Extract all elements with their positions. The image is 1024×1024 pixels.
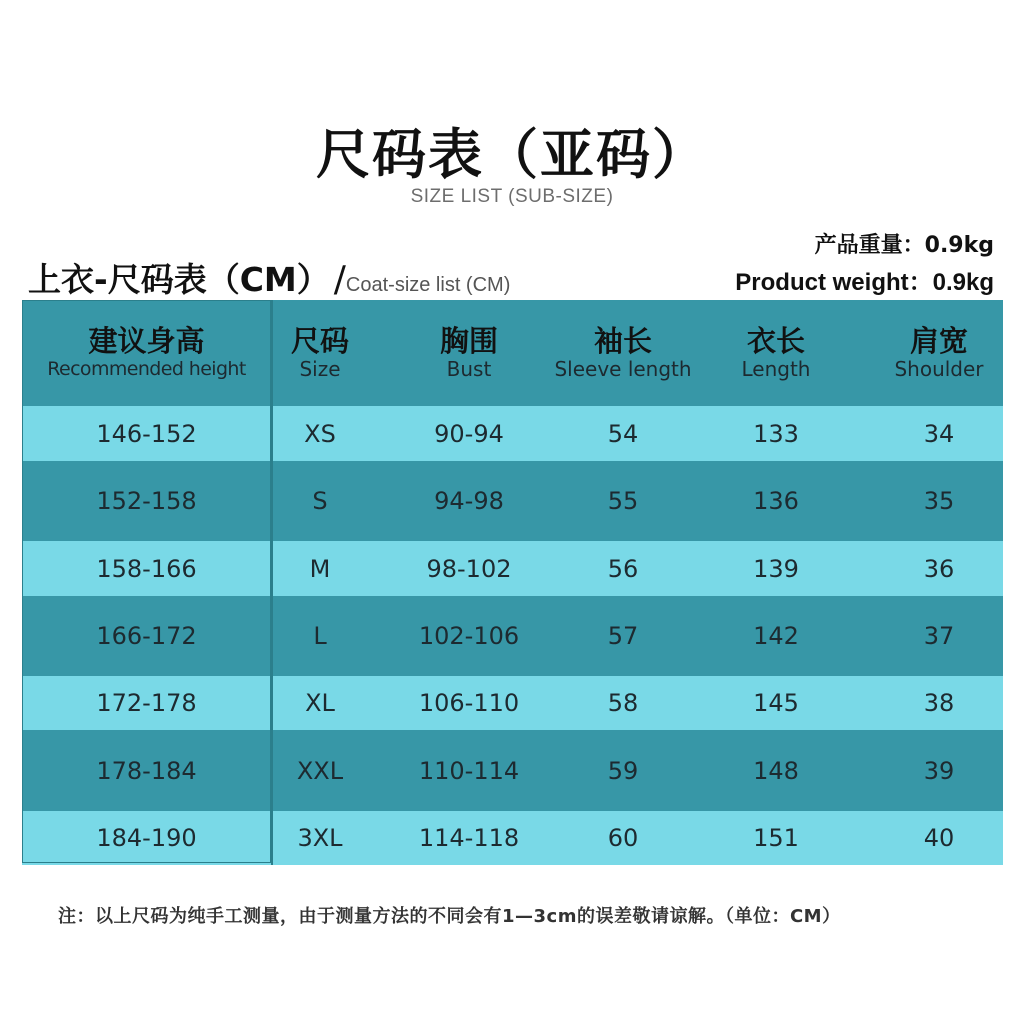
table-title-en: Coat-size list (CM) (345, 274, 511, 296)
table-title (28, 254, 510, 301)
header-height-cn: 建议身高 (88, 324, 205, 358)
cell-bust: 90-94 (434, 419, 504, 448)
cell-sleeve: 60 (607, 824, 639, 852)
cell-height: 152-158 (96, 487, 197, 515)
cell-sleeve: 54 (607, 419, 639, 448)
header-sleeve-en: Sleeve length (554, 357, 692, 381)
cell-length: 133 (753, 419, 799, 448)
header-sleeve (554, 300, 692, 406)
cell-size: L (313, 622, 327, 650)
table-title-cn: 上衣-尺码表（CM） (28, 260, 330, 299)
header-length-en: Length (741, 357, 811, 381)
cell-sleeve: 59 (607, 756, 639, 785)
cell-height: 158-166 (96, 554, 197, 583)
cell-length: 151 (753, 824, 799, 852)
cell-bust: 114-118 (418, 824, 520, 852)
header-size-cn: 尺码 (290, 324, 349, 358)
cell-length: 139 (753, 554, 799, 583)
cell-sleeve: 56 (607, 554, 639, 583)
cell-shoulder: 38 (923, 689, 955, 717)
header-shoulder (875, 300, 1003, 406)
header-sleeve-cn: 袖长 (593, 324, 652, 358)
size-table (22, 300, 1003, 865)
cell-length: 148 (753, 756, 799, 785)
product-weight-en: Product weight：0.9kg (735, 269, 994, 296)
cell-size: S (312, 487, 328, 515)
header-bust (369, 300, 569, 406)
header-length-cn: 衣长 (746, 324, 805, 358)
cell-shoulder: 39 (923, 756, 955, 785)
cell-bust: 98-102 (426, 554, 512, 583)
cell-size: M (309, 554, 331, 583)
cell-height: 146-152 (96, 419, 197, 448)
cell-sleeve: 58 (607, 689, 639, 717)
cell-length: 136 (753, 487, 799, 515)
header-bust-cn: 胸围 (439, 324, 498, 358)
cell-shoulder: 36 (923, 554, 955, 583)
cell-bust: 106-110 (418, 689, 520, 717)
cell-sleeve: 55 (607, 487, 639, 515)
page-subtitle: SIZE LIST (SUB-SIZE) (410, 186, 614, 207)
cell-height: 166-172 (96, 622, 197, 650)
header-length (677, 300, 875, 406)
cell-bust: 94-98 (434, 487, 504, 515)
cell-bust: 110-114 (418, 756, 520, 785)
header-height-en: Recommended height (47, 358, 246, 380)
cell-size: XXL (296, 756, 344, 785)
product-weight-cn: 产品重量：0.9kg (814, 233, 994, 258)
header-size (271, 300, 369, 406)
cell-height: 178-184 (96, 756, 197, 785)
page-title: 尺码表（亚码） (316, 122, 708, 186)
cell-shoulder: 40 (923, 824, 955, 852)
header-shoulder-en: Shoulder (894, 357, 984, 381)
height-column-frame (22, 300, 271, 863)
cell-length: 145 (753, 689, 799, 717)
cell-size: 3XL (297, 824, 343, 852)
header-bust-en: Bust (446, 357, 492, 381)
cell-shoulder: 35 (923, 487, 955, 515)
cell-height: 184-190 (96, 824, 197, 852)
cell-bust: 102-106 (418, 622, 520, 650)
header-size-en: Size (299, 357, 341, 381)
cell-size: XS (304, 419, 336, 448)
cell-size: XL (305, 689, 335, 717)
table-title-slash: / (333, 259, 346, 300)
cell-length: 142 (753, 622, 799, 650)
footnote: 注：以上尺码为纯手工测量，由于测量方法的不同会有1—3cm的误差敬请谅解。（单位：CM） (58, 906, 841, 927)
column-divider (271, 300, 273, 865)
cell-height: 172-178 (96, 689, 197, 717)
header-shoulder-cn: 肩宽 (909, 324, 968, 358)
cell-sleeve: 57 (607, 622, 639, 650)
cell-shoulder: 34 (923, 419, 955, 448)
cell-shoulder: 37 (923, 622, 955, 650)
